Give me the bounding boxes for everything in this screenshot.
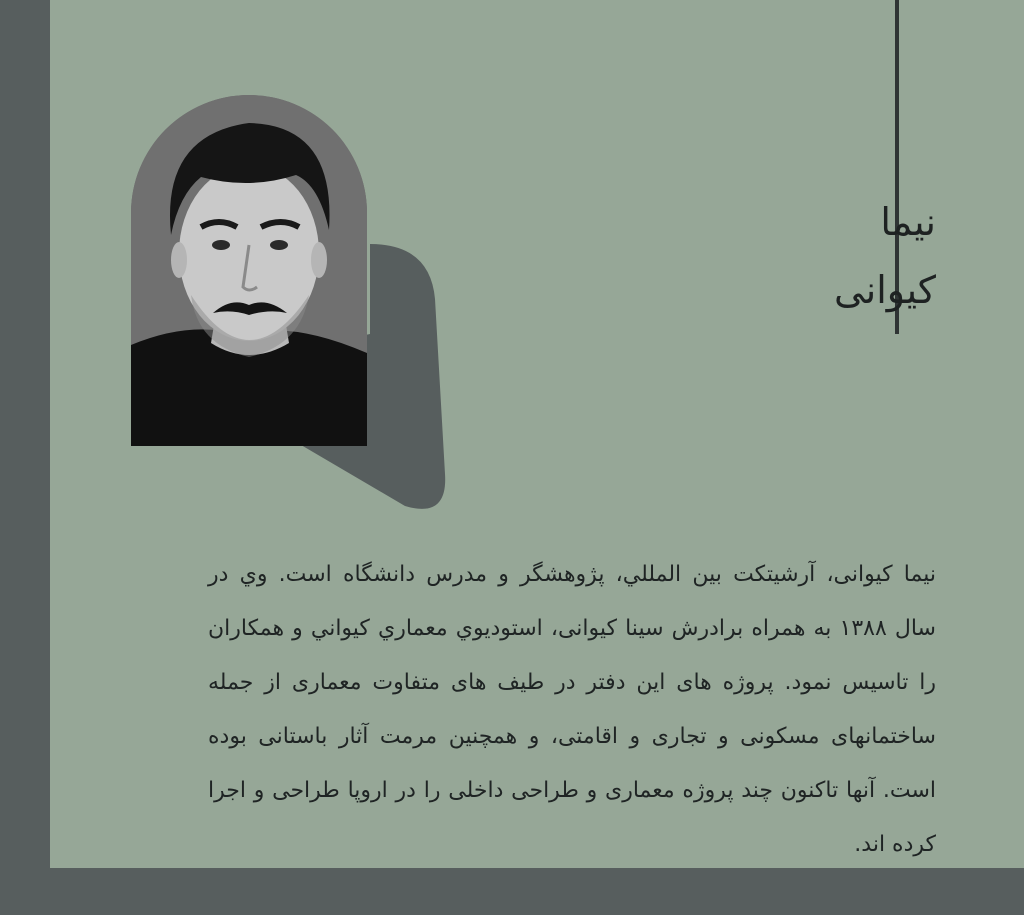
- biography-text: نیما کیوانی، آرشیتکت بین المللي، پژوهشگر و مدرس دانشگاه است. وي در سال ۱۳۸۸ به همراه برادرش سینا کیوانی، استودیوي معماري کیواني و همکاران را تاسیس نمود. پروژه های این دفتر در طیف های متفاوت معماری از جمله ساختمانهای مسکونی و تجاری و اقامتی، و همچنین مرمت آثار باستانی بوده است. آنها تاکنون چند پروژه معماری و طراحی داخلی را در اروپا طراحی و اجرا کرده اند.: [208, 562, 936, 857]
- bottom-frame-band: [0, 868, 1024, 915]
- last-name: کیوانی: [834, 268, 936, 312]
- person-name: [834, 188, 936, 324]
- portrait-photo-icon: [131, 95, 367, 446]
- portrait-photo: [131, 95, 367, 446]
- first-name: نیما: [880, 200, 936, 244]
